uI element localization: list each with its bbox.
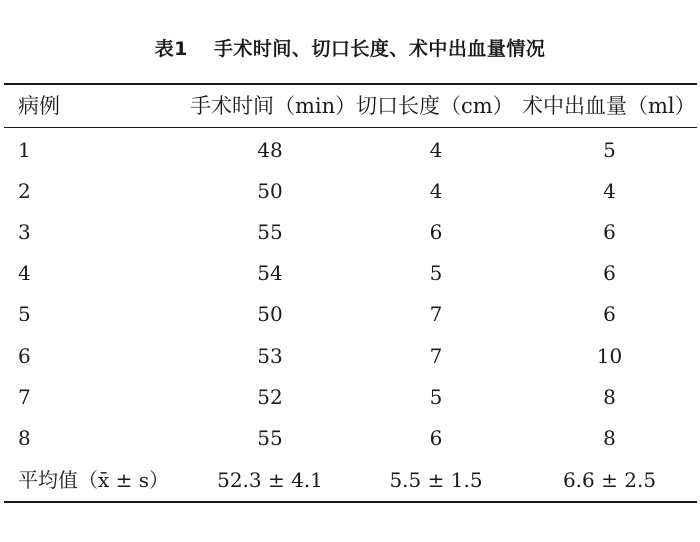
operation-time-cell: 53	[257, 344, 283, 368]
table-row	[0, 294, 700, 334]
blood-loss-mean: 6.6 ± 2.5	[562, 468, 657, 492]
summary-label: 平均值（x̄ ± s）	[18, 468, 170, 492]
incision-length-cell: 4	[429, 179, 443, 203]
table-bottom-rule	[4, 501, 697, 503]
header-operation-time: 手术时间（min）	[190, 94, 357, 118]
header-blood-loss: 术中出血量（ml）	[522, 94, 696, 118]
table-header-row	[0, 86, 700, 126]
table-header-rule	[4, 127, 697, 128]
table-row	[0, 377, 700, 417]
blood-loss-cell: 6	[603, 261, 616, 285]
incision-length-cell: 6	[429, 426, 443, 450]
header-case: 病例	[18, 94, 60, 118]
table-row	[0, 418, 700, 458]
blood-loss-cell: 6	[603, 220, 616, 244]
operation-time-mean: 52.3 ± 4.1	[217, 468, 323, 492]
case-cell: 8	[18, 426, 31, 450]
blood-loss-cell: 5	[603, 138, 616, 162]
incision-length-cell: 7	[429, 302, 443, 326]
blood-loss-cell: 8	[603, 426, 616, 450]
table-row	[0, 253, 700, 293]
case-cell: 7	[18, 385, 31, 409]
blood-loss-cell: 10	[596, 344, 623, 368]
blood-loss-cell: 4	[603, 179, 616, 203]
table-row	[0, 171, 700, 211]
table-row	[0, 212, 700, 252]
case-cell: 3	[18, 220, 31, 244]
blood-loss-cell: 6	[603, 302, 616, 326]
operation-time-cell: 54	[257, 261, 283, 285]
table-caption-title: 手术时间、切口长度、术中出血量情况	[213, 38, 546, 60]
case-cell: 6	[18, 344, 31, 368]
operation-time-cell: 52	[257, 385, 283, 409]
case-cell: 5	[18, 302, 31, 326]
header-incision-length: 切口长度（cm）	[356, 94, 514, 118]
incision-length-cell: 5	[429, 385, 443, 409]
incision-length-cell: 7	[429, 344, 443, 368]
incision-length-cell: 5	[429, 261, 443, 285]
case-cell: 4	[18, 261, 31, 285]
table-row	[0, 336, 700, 376]
table-row	[0, 130, 700, 170]
table-caption-number: 表1	[154, 38, 188, 60]
operation-time-cell: 55	[257, 426, 283, 450]
operation-time-cell: 48	[257, 138, 283, 162]
operation-time-cell: 55	[257, 220, 283, 244]
case-cell: 2	[18, 179, 31, 203]
incision-length-cell: 4	[429, 138, 443, 162]
table-top-rule	[4, 83, 697, 85]
table-caption	[0, 34, 700, 61]
incision-length-mean: 5.5 ± 1.5	[389, 468, 483, 492]
blood-loss-cell: 8	[603, 385, 616, 409]
operation-time-cell: 50	[257, 302, 283, 326]
case-cell: 1	[18, 138, 31, 162]
incision-length-cell: 6	[429, 220, 443, 244]
table-summary-row	[0, 460, 700, 500]
operation-time-cell: 50	[257, 179, 283, 203]
